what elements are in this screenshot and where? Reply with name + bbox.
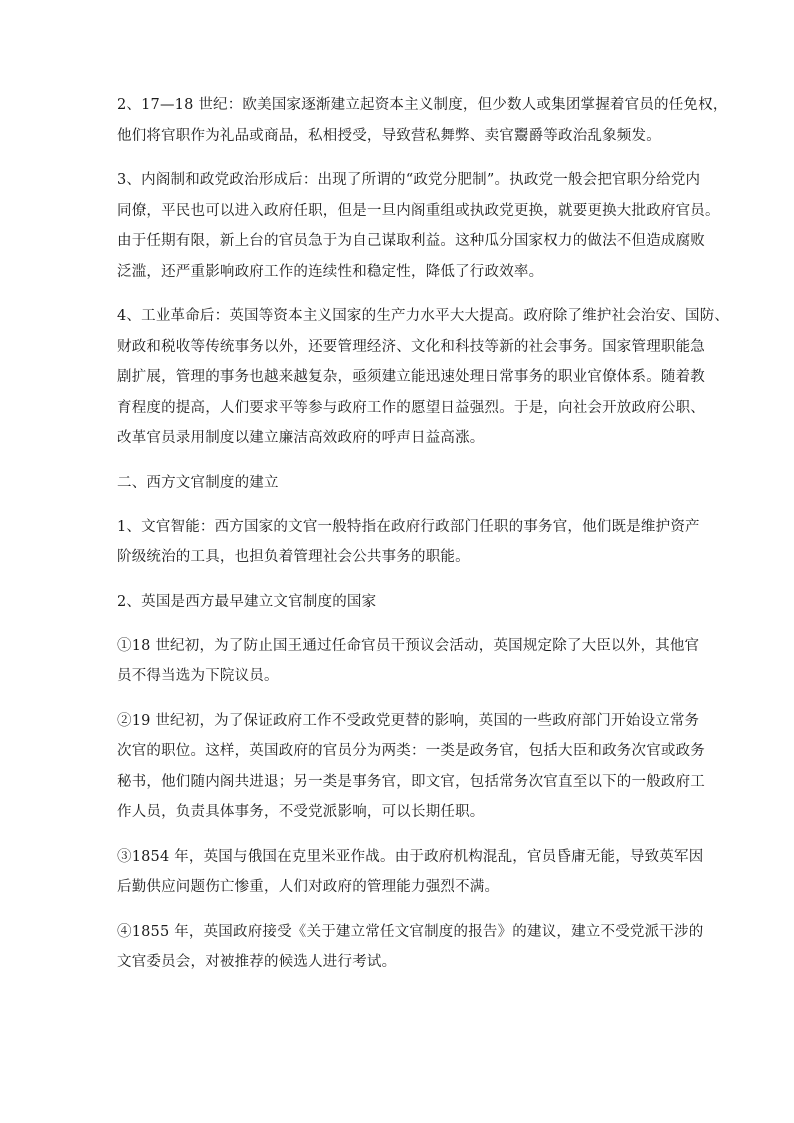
- text-line: 泛滥，还严重影响政府工作的连续性和稳定性，降低了行政效率。: [117, 263, 544, 280]
- paragraph-cabinet-party-politics: [117, 165, 720, 287]
- text-line: ①18 世纪初，为了防止国王通过任命官员干预议会活动，英国规定除了大臣以外，其他官: [117, 637, 700, 654]
- text-line: 改革官员录用制度以建立廉洁高效政府的呼声日益高涨。: [117, 430, 485, 446]
- text-line: 4、工业革命后：英国等资本主义国家的生产力水平大大提高。政府除了维护社会治安、国防、: [117, 308, 730, 324]
- paragraph-item-2: [117, 706, 705, 828]
- subsection-heading: 2、英国是西方最早建立文官制度的国家: [117, 593, 377, 610]
- text-line: 作人员，负责具体事务，不受党派影响，可以长期任职。: [117, 804, 485, 820]
- paragraph-17-18-century: [117, 90, 728, 151]
- text-line: ④1855 年，英国政府接受《关于建立常任文官制度的报告》的建议，建立不受党派干涉的: [117, 923, 704, 940]
- paragraph-civil-servant-function: [117, 512, 700, 573]
- text-line: 剧扩展，管理的事务也越来越复杂，亟须建立能迅速处理日常事务的职业官僚体系。随着教: [117, 369, 705, 385]
- paragraph-item-4: [117, 917, 704, 978]
- text-line: 员不得当选为下院议员。: [117, 668, 279, 684]
- text-line: ②19 世纪初，为了保证政府工作不受政党更替的影响，英国的一些政府部门开始设立常务: [117, 712, 700, 729]
- section-heading: 二、西方文官制度的建立: [117, 474, 279, 491]
- paragraph-item-3: [117, 842, 704, 903]
- text-line: 他们将官职作为礼品或商品，私相授受，导致营私舞弊、卖官鬻爵等政治乱象频发。: [117, 127, 661, 144]
- text-line: 由于任期有限，新上台的官员急于为自己谋取利益。这种瓜分国家权力的做法不但造成腐败: [117, 233, 705, 249]
- text-line: 后勤供应问题伤亡惨重，人们对政府的管理能力强烈不满。: [117, 879, 500, 895]
- text-line: 1、文官智能：西方国家的文官一般特指在政府行政部门任职的事务官，他们既是维护资产: [117, 518, 700, 535]
- text-line: 2、17—18 世纪：欧美国家逐渐建立起资本主义制度，但少数人或集团掌握着官员的任免权，: [117, 97, 728, 113]
- text-line: 文官委员会，对被推荐的候选人进行考试。: [117, 954, 397, 970]
- text-line: 财政和税收等传统事务以外，还要管理经济、文化和科技等新的社会事务。国家管理职能急: [117, 338, 705, 355]
- text-line: 阶级统治的工具，也担负着管理社会公共事务的职能。: [117, 549, 470, 565]
- paragraph-industrial-revolution: [117, 301, 730, 454]
- text-line: 秘书，他们随内阁共进退；另一类是事务官，即文官，包括常务次官直至以下的一般政府工: [117, 773, 705, 790]
- text-line: ③1854 年，英国与俄国在克里米亚作战。由于政府机构混乱，官员昏庸无能，导致英军因: [117, 848, 704, 865]
- document-page: [117, 90, 730, 992]
- text-line: 育程度的提高，人们要求平等参与政府工作的愿望日益强烈。于是，向社会开放政府公职、: [117, 399, 705, 416]
- text-line: 3、内阁制和政党政治形成后：出现了所谓的“政党分肥制”。执政党一般会把官职分给党内: [117, 172, 701, 188]
- paragraph-item-1: [117, 631, 700, 692]
- text-line: 次官的职位。这样，英国政府的官员分为两类：一类是政务官，包括大臣和政务次官或政务: [117, 743, 705, 759]
- text-line: 同僚，平民也可以进入政府任职，但是一旦内阁重组或执政党更换，就要更换大批政府官员。: [117, 202, 720, 219]
